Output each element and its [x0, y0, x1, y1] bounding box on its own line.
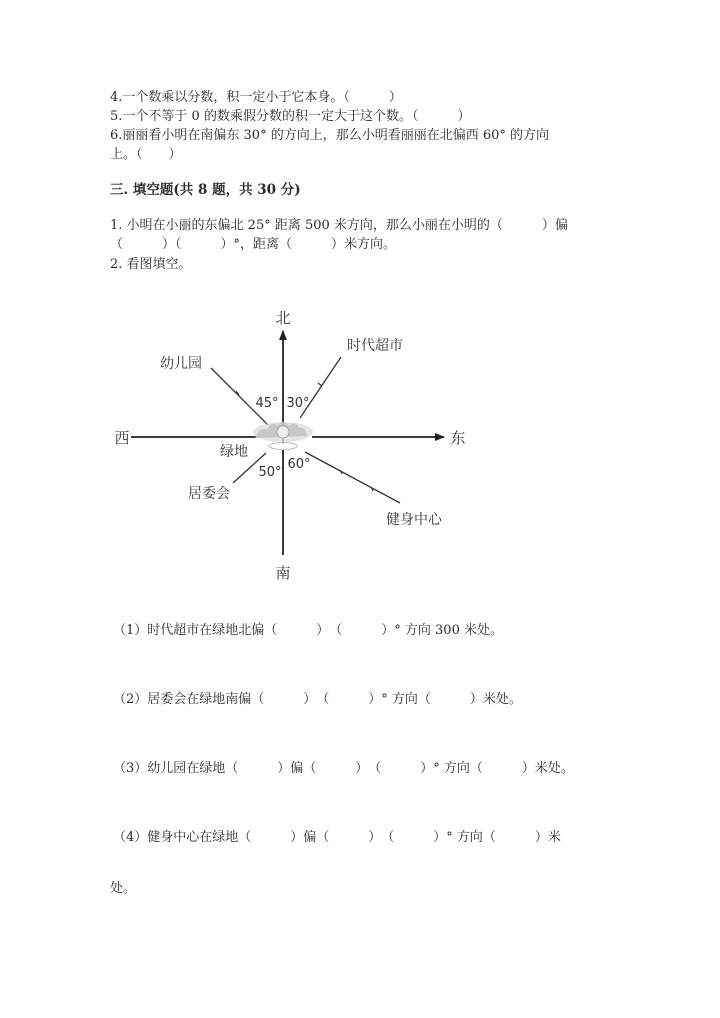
fitness-center-label: 健身中心 — [386, 512, 442, 528]
question-text: 丽丽看小明在南偏东 30° 的方向上，那么小明看丽丽在北偏西 60° 的方向 — [122, 128, 550, 143]
north-label: 北 — [275, 309, 291, 327]
angle-committee: 50° — [258, 465, 282, 480]
question-text: 一个数乘以分数，积一定小于它本身。（ ） — [122, 90, 402, 105]
fill-question-2-part-3: （3）幼儿园在绿地（ ）偏（ ） （ ）° 方向（ ）米处。 — [113, 761, 574, 776]
east-label: 东 — [450, 429, 466, 447]
question-text: 一个不等于 0 的数乘假分数的积一定大于这个数。（ ） — [122, 109, 471, 124]
fill-question-2-part-4: （4）健身中心在绿地（ ）偏（ ） （ ）° 方向（ ）米 — [113, 830, 561, 845]
direction-diagram — [0, 290, 720, 590]
question-number: 5. — [110, 109, 123, 124]
south-label: 南 — [275, 564, 291, 582]
angle-kindergarten: 45° — [255, 396, 279, 411]
fill-question-2-part-2: （2）居委会在绿地南偏（ ） （ ）° 方向（ ）米处。 — [113, 692, 522, 707]
question-number: 6. — [110, 128, 123, 143]
fill-question-2-intro: 2. 看图填空。 — [110, 257, 192, 272]
fill-question-2-part-1: （1）时代超市在绿地北偏（ ） （ ）° 方向 300 米处。 — [113, 623, 503, 638]
angle-supermarket: 30° — [286, 396, 310, 411]
fill-question-1-line1: 1. 小明在小丽的东偏北 25° 距离 500 米方向，那么小丽在小明的（ ）偏 — [110, 218, 568, 233]
question-text: 上。（ ） — [110, 147, 182, 162]
supermarket-tick — [318, 383, 322, 386]
fitness-ray — [305, 452, 400, 503]
question-number: 4. — [110, 90, 123, 105]
fill-question-2-part-4-wrap: 处。 — [110, 881, 137, 896]
question-6-continued — [110, 145, 182, 165]
green-space-icon — [253, 422, 313, 450]
angle-fitness-center: 60° — [287, 457, 311, 472]
section-heading: 三. 填空题(共 8 题，共 30 分) — [110, 182, 301, 198]
west-label: 西 — [114, 429, 130, 447]
center-label: 绿地 — [220, 444, 248, 460]
question-4 — [110, 88, 402, 108]
committee-label: 居委会 — [188, 486, 230, 502]
question-6 — [110, 126, 549, 146]
fill-question-1-line2: （ ）（ ）°，距离（ ）米方向。 — [110, 237, 397, 252]
supermarket-label: 时代超市 — [347, 338, 403, 354]
kindergarten-label: 幼儿园 — [160, 356, 202, 372]
question-5 — [110, 107, 470, 127]
